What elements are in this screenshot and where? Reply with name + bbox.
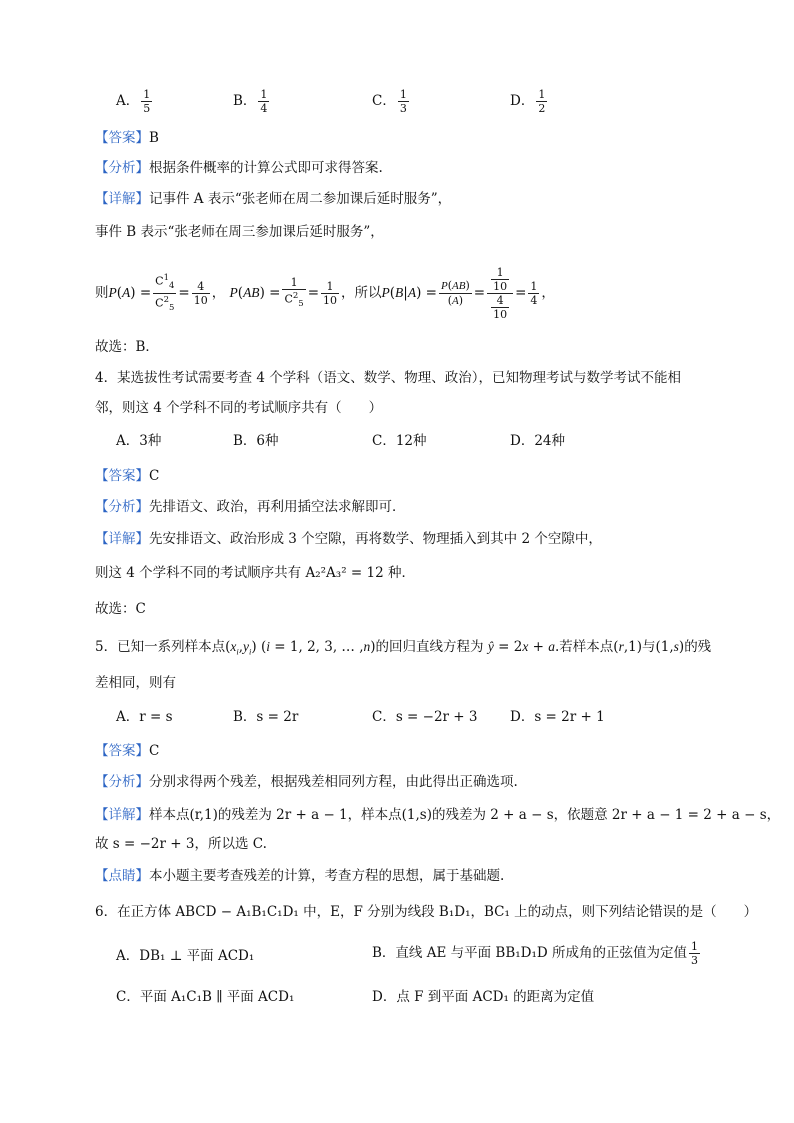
q4-conclusion: 故选：C [95, 601, 146, 617]
q5-analysis: 【分析】分别求得两个残差，根据残差相同列方程，由此得出正确选项. [95, 774, 518, 790]
q5-option-d: D．s = 2r + 1 [510, 709, 605, 725]
fraction: $\frac{1}{3}$ [399, 88, 407, 115]
q5-option-a: A．r = s [116, 709, 173, 725]
q5-answer: 【答案】C [95, 743, 160, 759]
fraction: $\frac{4}{10}$ [193, 279, 208, 307]
q3-detail-2: 事件 B 表示“张老师在周三参加课后延时服务”， [95, 224, 384, 240]
q6-option-b: B．直线 AE 与平面 BB₁D₁D 所成角的正弦值为定值 $\frac{1}{3}$ [372, 940, 699, 967]
q4-answer: 【答案】C [95, 468, 160, 484]
fraction: $\frac{1}{5}$ [143, 88, 151, 115]
fraction: $\frac{1}{10}$ [323, 279, 338, 307]
q3-detail: 【详解】记事件 A 表示“张老师在周二参加课后延时服务”， [95, 191, 452, 207]
fraction: $\frac{1}{3}$ [691, 940, 699, 967]
fraction: $\frac{P(AB)}{(A)}$ [440, 278, 470, 307]
q5-option-b: B．s = 2r [233, 709, 299, 725]
q3-formula: 则 P ( A ) = $\frac{C^1_4}{C^2_5}$ = $\frac{4}{10}$ ， P ( AB ) = $\frac{1}{C^2_5}$ = $\frac{1}{10}$ ，所以 P ( B | A ) = $\frac{P(AB)}{(A)}$ = $\frac{\frac{1}{10}}{\frac{4}{10}}$ = $\frac{1}{4}$ ， [95, 265, 555, 321]
q5-stem-line-2: 差相同，则有 [95, 675, 176, 691]
q3-option-a: A． $\frac{1}{5}$ [116, 88, 151, 115]
q3-conclusion: 故选：B． [95, 339, 159, 355]
q6-option-a: A．DB₁ ⊥ 平面 ACD₁ [116, 948, 255, 964]
q3-option-c: C． $\frac{1}{3}$ [372, 88, 407, 115]
fraction: $\frac{1}{4}$ [530, 279, 538, 307]
q3-option-b: B． $\frac{1}{4}$ [233, 88, 268, 115]
q4-option-b: B．6种 [233, 433, 279, 449]
q5-detail-2: 故 s = −2r + 3，所以选 C. [95, 836, 267, 852]
q3-option-d: D． $\frac{1}{2}$ [510, 88, 546, 115]
q4-option-d: D．24种 [510, 433, 566, 449]
q4-detail: 【详解】先安排语文、政治形成 3 个空隙，再将数学、物理插入到其中 2 个空隙中， [95, 531, 602, 547]
q4-analysis: 【分析】先排语文、政治，再利用插空法求解即可． [95, 499, 406, 515]
compound-fraction: $\frac{\frac{1}{10}}{\frac{4}{10}}$ [487, 266, 513, 321]
fraction: $\frac{1}{2}$ [538, 88, 546, 115]
q4-option-a: A．3种 [116, 433, 162, 449]
q5-option-c: C．s = −2r + 3 [372, 709, 478, 725]
q6-option-c: C．平面 A₁C₁B ∥ 平面 ACD₁ [116, 989, 295, 1005]
q4-detail-2: 则这 4 个学科不同的考试顺序共有 A₂²A₃² = 12 种． [95, 565, 415, 581]
fraction: $\frac{1}{4}$ [260, 88, 268, 115]
q5-detail: 【详解】样本点(r,1)的残差为 2r + a − 1，样本点(1,s)的残差为 2 + a − s，依题意 2r + a − 1 = 2 + a − s， [95, 807, 781, 823]
q3-answer: 【答案】B [95, 130, 159, 146]
q4-stem-line-2: 邻，则这 4 个学科不同的考试顺序共有（ ） [95, 400, 383, 416]
q3-analysis: 【分析】根据条件概率的计算公式即可求得答案. [95, 160, 383, 176]
q4-option-c: C．12种 [372, 433, 427, 449]
q6-option-d: D．点 F 到平面 ACD₁ 的距离为定值 [372, 989, 595, 1005]
fraction: $\frac{C^1_4}{C^2_5}$ [155, 272, 175, 313]
q5-comment: 【点睛】本小题主要考查残差的计算，考查方程的思想，属于基础题. [95, 868, 505, 884]
fraction: $\frac{1}{C^2_5}$ [284, 275, 304, 309]
q6-stem: 6．在正方体 ABCD − A₁B₁C₁D₁ 中，E，F 分别为线段 B₁D₁，BC₁ 上的动点，则下列结论错误的是（ ） [95, 904, 758, 920]
q5-stem-line-1: 5．已知一系列样本点$(x_i,y_i) (i = 1$, 2, 3, … ,n)的回归直线方程为 ŷ = 2x + a.若样本点(r,1)与(1,s)的残 [95, 639, 712, 657]
q4-stem-line-1: 4．某选拔性考试需要考查 4 个学科（语文、数学、物理、政治），已知物理考试与数学考试不能相 [95, 370, 682, 386]
